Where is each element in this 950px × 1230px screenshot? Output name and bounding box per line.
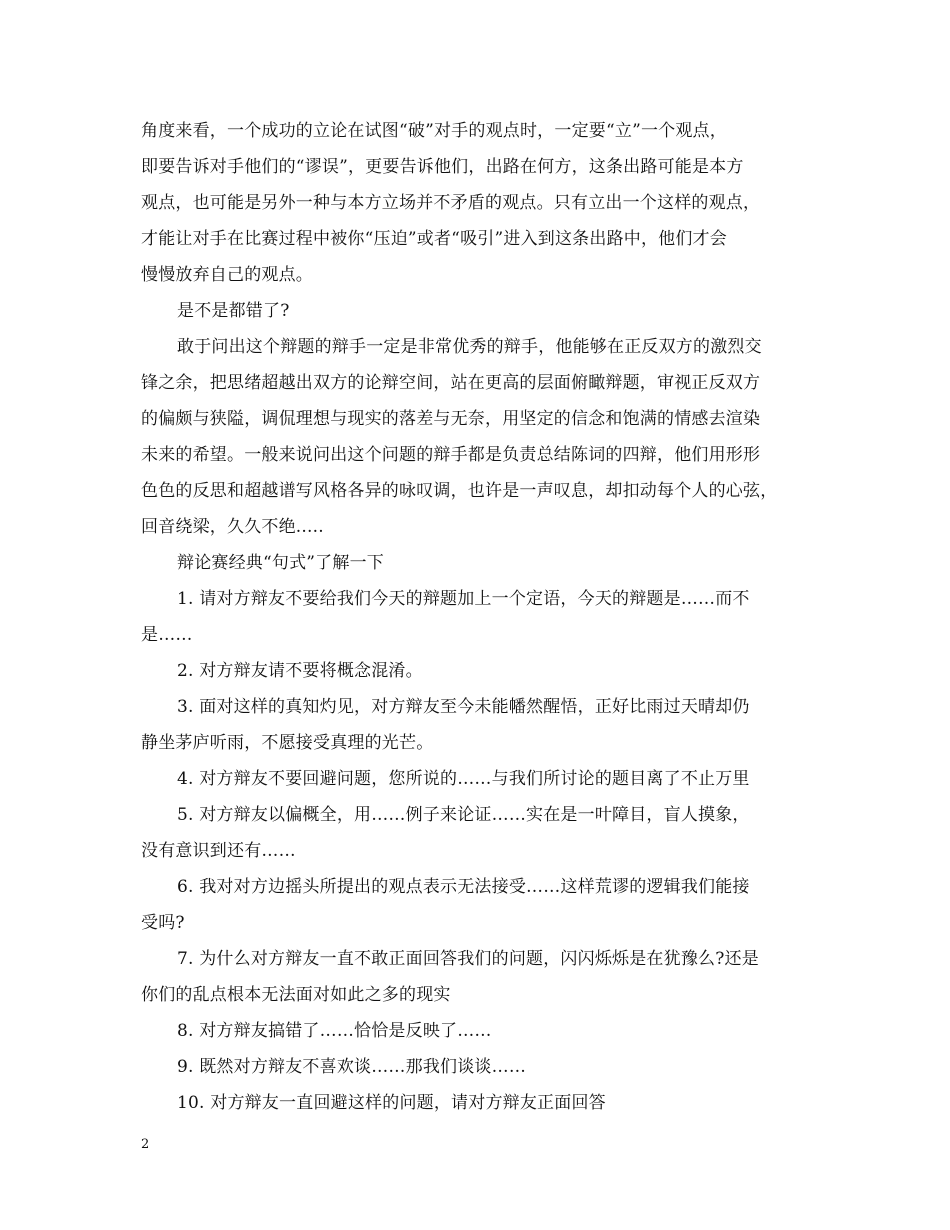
text-line: 慢慢放弃自己的观点。 [141,265,313,285]
section-heading: 辩论赛经典“句式”了解一下 [177,553,384,573]
text-line: 即要告诉对手他们的“谬误”，更要告诉他们，出路在何方，这条出路可能是本方 [141,157,744,177]
list-item: 4. 对方辩友不要回避问题，您所说的……与我们所讨论的题目离了不止万里 [177,769,750,789]
text-line: 锋之余，把思绪超越出双方的论辩空间，站在更高的层面俯瞰辩题，审视正反双方 [141,373,761,393]
text-line: 观点，也可能是另外一种与本方立场并不矛盾的观点。只有立出一个这样的观点， [141,193,761,213]
list-item: 9. 既然对方辩友不喜欢谈……那我们谈谈…… [177,1057,527,1077]
list-item: 3. 面对这样的真知灼见，对方辩友至今未能幡然醒悟，正好比雨过天晴却仍 [177,697,750,717]
list-item: 5. 对方辩友以偏概全，用……例子来论证……实在是一叶障目，盲人摸象， [177,805,750,825]
text-line: 没有意识到还有…… [141,841,296,861]
text-line: 回音绕梁，久久不绝..... [141,517,324,537]
text-line: 是…… [141,625,193,645]
text-line: 未来的希望。一般来说问出这个问题的辩手都是负责总结陈词的四辩，他们用形形 [141,445,761,465]
text-line: 敢于问出这个辩题的辩手一定是非常优秀的辩手，他能够在正反双方的激烈交 [177,337,762,357]
page-number: 2 [141,1137,150,1152]
list-item: 10. 对方辩友一直回避这样的问题，请对方辩友正面回答 [177,1093,606,1113]
section-heading: 是不是都错了? [177,301,290,321]
text-line: 才能让对手在比赛过程中被你“压迫”或者“吸引”进入到这条出路中，他们才会 [141,229,727,249]
text-line: 角度来看，一个成功的立论在试图“破”对手的观点时，一定要“立”一个观点， [141,121,727,141]
text-line: 你们的乱点根本无法面对如此之多的现实 [141,985,451,1005]
text-line: 色色的反思和超越谱写风格各异的咏叹调，也许是一声叹息，却扣动每个人的心弦， [141,481,778,501]
list-item: 1. 请对方辩友不要给我们今天的辩题加上一个定语，今天的辩题是……而不 [177,589,750,609]
text-line: 的偏颇与狭隘，调侃理想与现实的落差与无奈，用坚定的信念和饱满的情感去渲染 [141,409,761,429]
list-item: 7. 为什么对方辩友一直不敢正面回答我们的问题，闪闪烁烁是在犹豫么?还是 [177,949,759,969]
list-item: 8. 对方辩友搞错了……恰恰是反映了…… [177,1021,492,1041]
list-item: 2. 对方辩友请不要将概念混淆。 [177,661,423,681]
text-line: 静坐茅庐听雨，不愿接受真理的光芒。 [141,733,434,753]
text-line: 受吗? [141,913,185,933]
list-item: 6. 我对对方边摇头所提出的观点表示无法接受……这样荒谬的逻辑我们能接 [177,877,750,897]
